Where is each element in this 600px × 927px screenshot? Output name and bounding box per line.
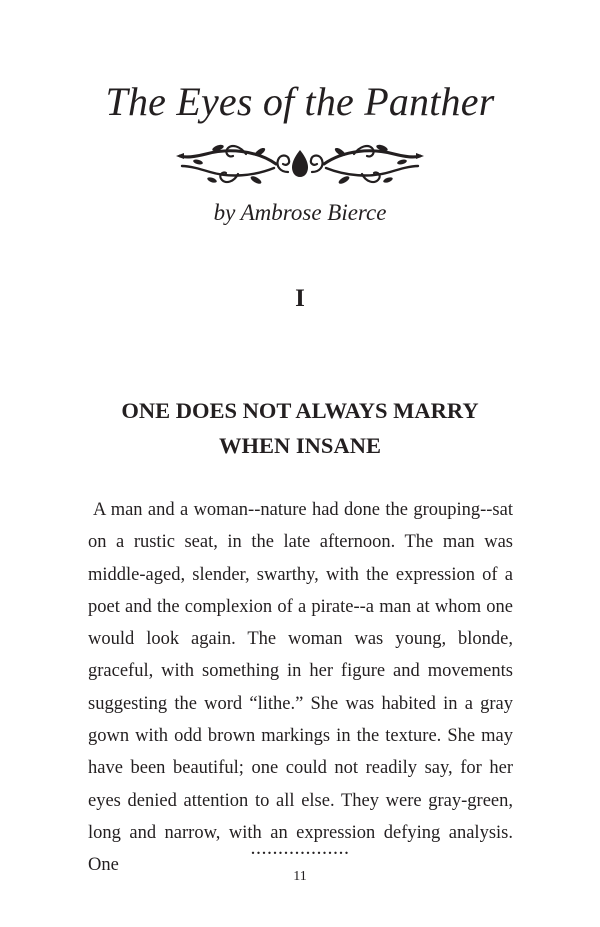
chapter-title [0,393,600,463]
body-paragraph: A man and a woman--nature had done the grouping--sat on a rustic seat, in the late afternoon. The man was middle-aged, slender, swarthy, with the expression of a poet and the complexion of a pirate--a man at whom one would look again. The woman was young, blonde, graceful, with something in her figure and movements suggesting the word “lithe.” She was habited in a gray gown with odd brown markings in the texture. She may have been beautiful; one could not readily say, for her eyes denied attention to all else. They were gray-green, long and narrow, with an expression defying analysis. One [88,500,513,876]
floral-scroll-ornament-icon [176,136,424,188]
author-byline: by Ambrose Bierce [213,200,387,225]
chapter-title-line-2: WHEN INSANE [219,433,381,458]
chapter-title-line-1: ONE DOES NOT ALWAYS MARRY [121,398,479,423]
footer-dot-leader: .................. [250,837,350,859]
page-number: 11 [293,869,307,884]
book-title: The Eyes of the Panther [105,79,495,124]
chapter-number: I [295,285,305,312]
